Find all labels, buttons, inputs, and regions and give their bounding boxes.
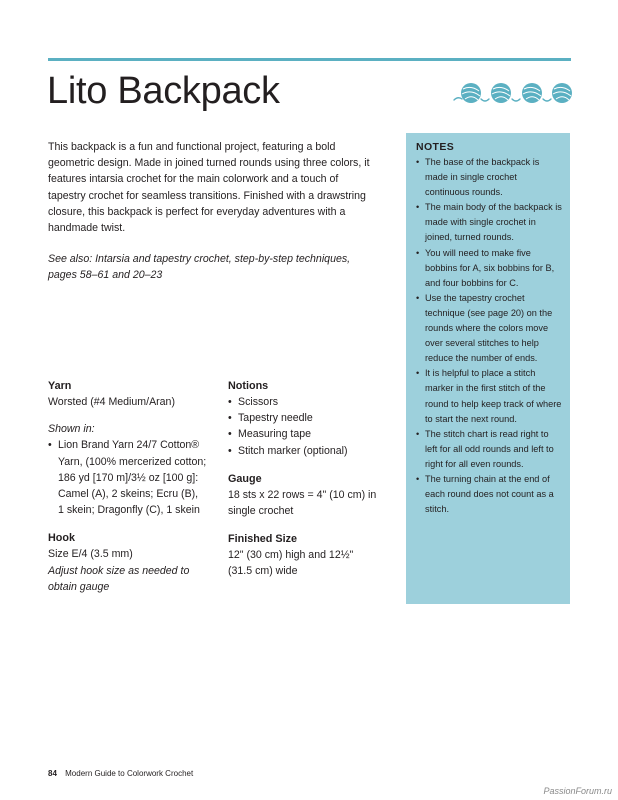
- shown-in-label: Shown in:: [48, 423, 95, 436]
- page-number: 84: [48, 769, 57, 778]
- notes-list: [416, 155, 563, 517]
- notions-item: • Scissors: [228, 394, 393, 410]
- watermark: PassionForum.ru: [543, 786, 612, 796]
- yarn-ball-icon: [522, 83, 542, 103]
- notions-heading: Notions: [228, 380, 269, 392]
- top-rule: [48, 58, 571, 61]
- finished-size-heading: Finished Size: [228, 533, 297, 546]
- notions-item: • Tapestry needle: [228, 410, 393, 426]
- notes-item: • Use the tapestry crochet technique (see page 20) on the rounds where the colors move over several stitches to help reduce the number of ends.: [416, 291, 563, 366]
- yarn-heading: Yarn: [48, 380, 72, 392]
- yarn-ball-icon: [491, 83, 511, 103]
- shown-in-line: Yarn, (100% mercerized cotton;: [58, 455, 207, 468]
- notions-item: • Measuring tape: [228, 426, 393, 442]
- notions-item: • Stitch marker (optional): [228, 443, 393, 459]
- materials-left-column: [48, 378, 213, 595]
- shown-in-line: 1 skein; Dragonfly (C), 1 skein: [58, 504, 200, 517]
- yarn-ball-icon: [461, 83, 481, 103]
- notions-list: [228, 394, 393, 459]
- hook-heading: Hook: [48, 532, 75, 545]
- notes-item: • The turning chain at the end of each round does not count as a stitch.: [416, 472, 563, 517]
- yarn-ball-icon: [552, 83, 572, 103]
- page-title: Lito Backpack: [47, 70, 280, 112]
- gauge-line: 18 sts x 22 rows = 4" (10 cm) in: [228, 488, 377, 501]
- gauge-heading: Gauge: [228, 472, 262, 485]
- page-footer: [48, 769, 193, 779]
- shown-in-line: 186 yd [170 m]/3½ oz [100 g]:: [58, 471, 199, 484]
- shown-in-line: Camel (A), 2 skeins; Ecru (B),: [58, 488, 199, 501]
- finished-size-line: (31.5 cm) wide: [228, 565, 298, 578]
- notes-box: [406, 133, 570, 604]
- hook-size: Size E/4 (3.5 mm): [48, 548, 133, 561]
- intro-paragraph: This backpack is a fun and functional project, featuring a bold geometric design. Made in joined turned rounds using three colors, it features intarsia crochet for the main colorwork and a touch of tapestry crochet for seamless transitions. Finished with a drawstring closure, this backpack is perfect for everyday adventures with a handmade twist.: [48, 141, 370, 235]
- finished-size-line: 12" (30 cm) high and 12½": [228, 549, 354, 562]
- notes-item: • You will need to make five bobbins for A, six bobbins for B, and four bobbins for C.: [416, 246, 563, 291]
- notes-item: • The main body of the backpack is made with single crochet in joined, turned rounds.: [416, 200, 563, 245]
- notes-item: • It is helpful to place a stitch marker in the first stitch of the round to help keep track of where to start the next round.: [416, 366, 563, 426]
- notes-title: NOTES: [416, 141, 455, 153]
- shown-in-item: [48, 437, 213, 518]
- shown-in-list: [48, 437, 213, 518]
- gauge-line: single crochet: [228, 505, 294, 518]
- shown-in-line: Lion Brand Yarn 24/7 Cotton®: [58, 439, 200, 452]
- book-title: Modern Guide to Colorwork Crochet: [65, 769, 194, 778]
- materials-right-column: [228, 378, 393, 580]
- hook-note-line: obtain gauge: [48, 580, 110, 593]
- notes-item: • The stitch chart is read right to left for all odd rounds and left to right for all even rounds.: [416, 427, 563, 472]
- notes-item: • The base of the backpack is made in single crochet continuous rounds.: [416, 155, 563, 200]
- yarn-balls-decoration: [452, 77, 574, 107]
- yarn-weight: Worsted (#4 Medium/Aran): [48, 396, 175, 408]
- see-also-reference: See also: Intarsia and tapestry crochet, step-by-step techniques, pages 58–61 and 20–23: [48, 253, 351, 282]
- hook-note-line: Adjust hook size as needed to: [48, 564, 190, 577]
